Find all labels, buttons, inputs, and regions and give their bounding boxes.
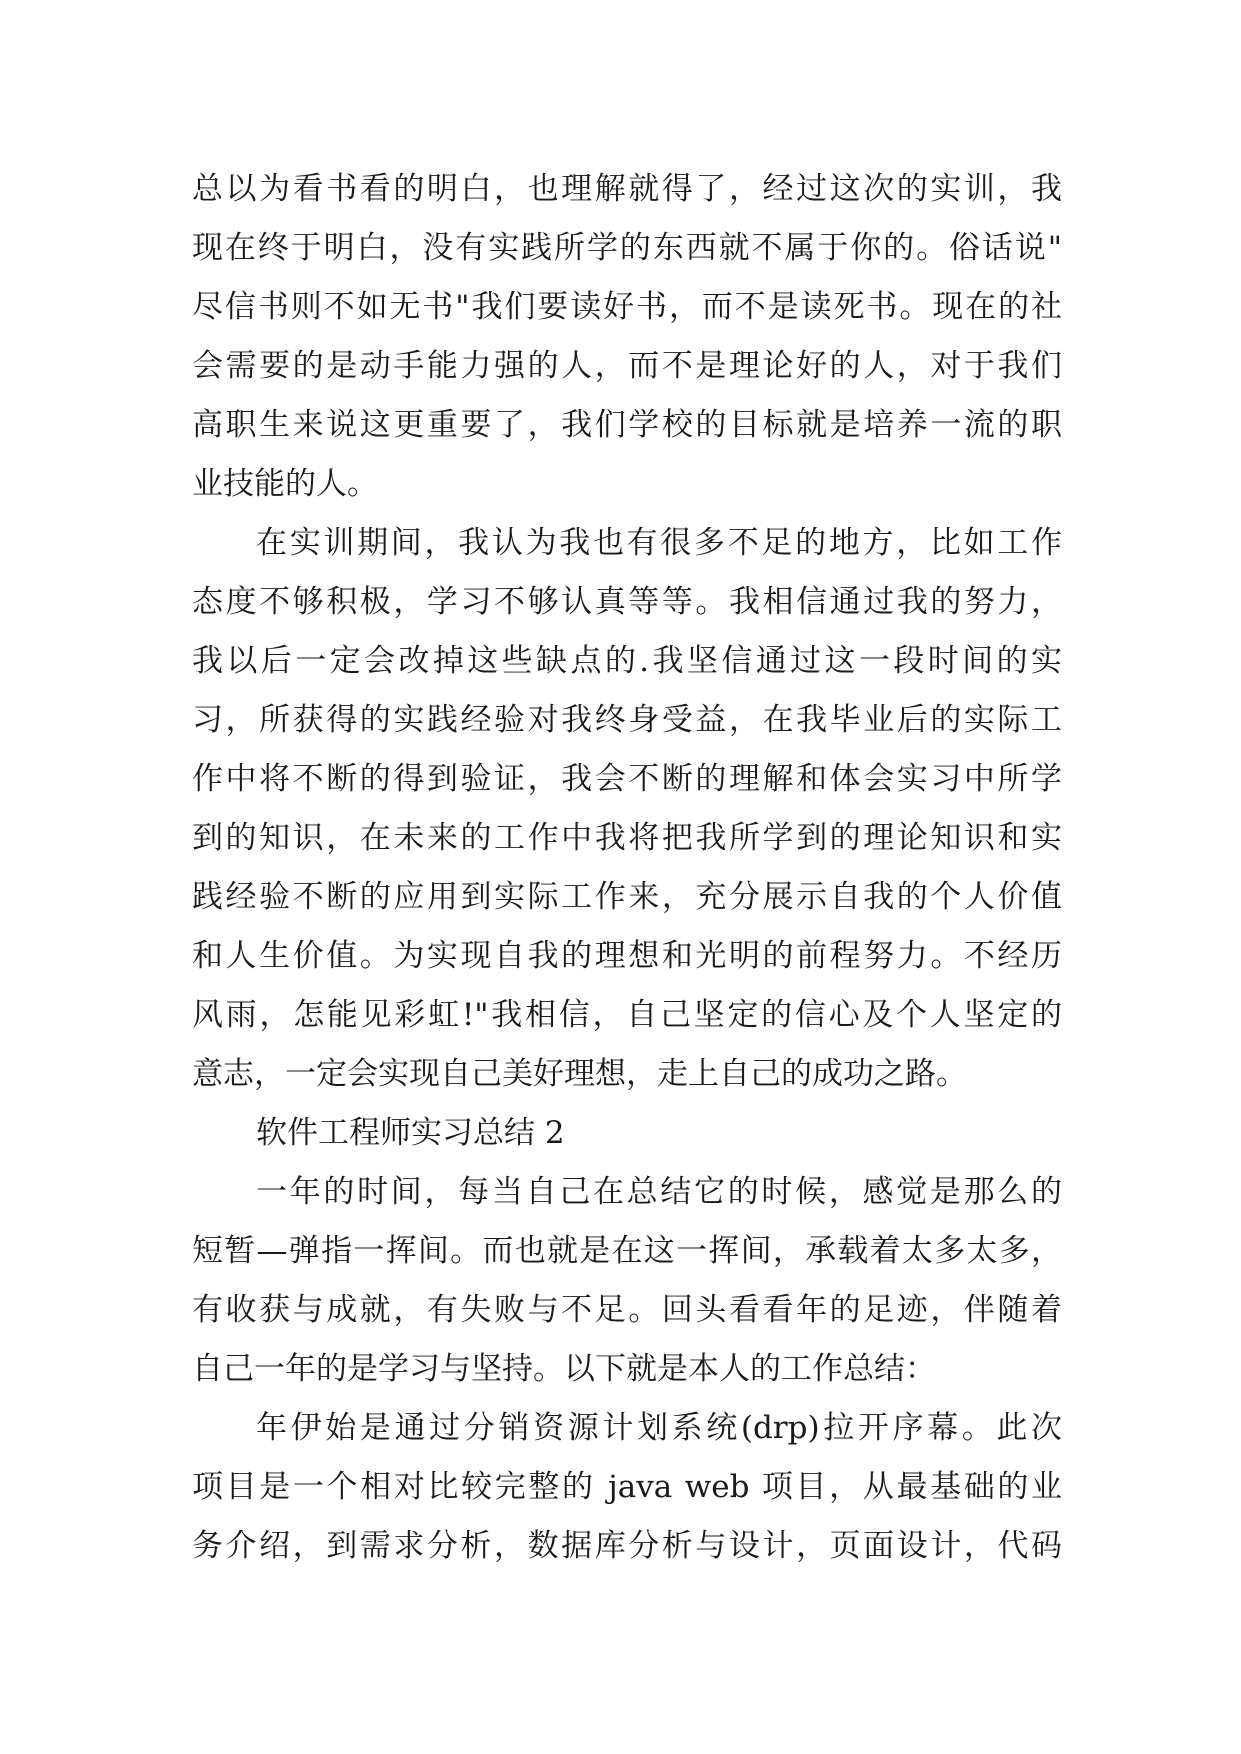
text-line: 有收获与成就，有失败与不足。回头看看年的足迹，伴随着	[192, 1292, 1062, 1328]
document-body	[192, 160, 1062, 1576]
text-line: 践经验不断的应用到实际工作来，充分展示自我的个人价值	[192, 879, 1062, 915]
text-line: 和人生价值。为实现自我的理想和光明的前程努力。不经历	[192, 938, 1062, 974]
text-line: 我以后一定会改掉这些缺点的.我坚信通过这一段时间的实	[192, 643, 1062, 679]
text-line: 习，所获得的实践经验对我终身受益，在我毕业后的实际工	[192, 702, 1062, 738]
text-line: 业技能的人。	[192, 466, 378, 502]
text-line: 态度不够积极，学习不够认真等等。我相信通过我的努力，	[192, 584, 1062, 620]
text-line: 总以为看书看的明白，也理解就得了，经过这次的实训，我	[192, 171, 1062, 207]
text-line: 尽信书则不如无书"我们要读好书，而不是读死书。现在的社	[192, 289, 1062, 325]
text-line: 到的知识，在未来的工作中我将把我所学到的理论知识和实	[192, 820, 1062, 856]
text-line: 务介绍，到需求分析，数据库分析与设计，页面设计，代码	[192, 1528, 1062, 1564]
text-line: 作中将不断的得到验证，我会不断的理解和体会实习中所学	[192, 761, 1062, 797]
text-line: 一年的时间，每当自己在总结它的时候，感觉是那么的	[256, 1174, 1062, 1210]
text-line: 风雨，怎能见彩虹!"我相信，自己坚定的信心及个人坚定的	[192, 997, 1062, 1033]
text-line: 自己一年的是学习与坚持。以下就是本人的工作总结：	[192, 1351, 936, 1387]
text-line: 年伊始是通过分销资源计划系统(drp)拉开序幕。此次	[256, 1410, 1062, 1446]
text-line: 软件工程师实习总结 2	[256, 1115, 565, 1151]
text-line: 现在终于明白，没有实践所学的东西就不属于你的。俗话说"	[192, 230, 1062, 266]
text-line: 会需要的是动手能力强的人，而不是理论好的人，对于我们	[192, 348, 1062, 384]
text-line: 项目是一个相对比较完整的 java web 项目，从最基础的业	[192, 1469, 1062, 1505]
text-line: 短暂—弹指一挥间。而也就是在这一挥间，承载着太多太多，	[192, 1233, 1062, 1269]
text-line: 在实训期间，我认为我也有很多不足的地方，比如工作	[256, 525, 1062, 561]
text-line: 高职生来说这更重要了，我们学校的目标就是培养一流的职	[192, 407, 1062, 443]
text-line: 意志，一定会实现自己美好理想，走上自己的成功之路。	[192, 1056, 967, 1092]
